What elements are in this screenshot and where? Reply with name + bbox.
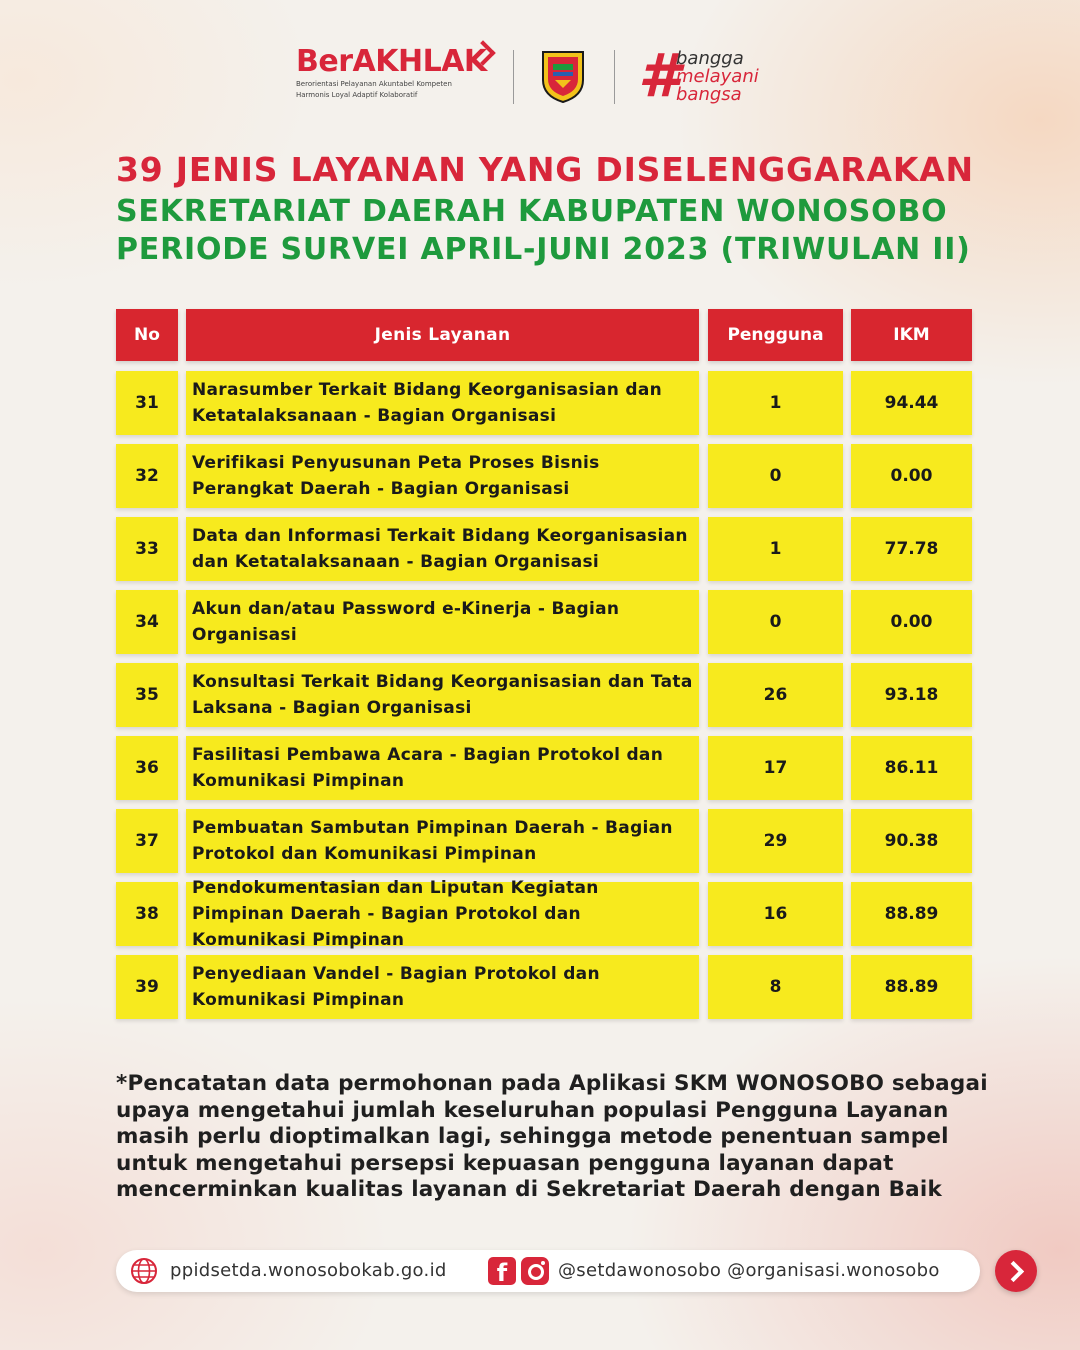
cell-ikm: 88.89 <box>851 882 972 946</box>
bangga-line-1: bangga <box>676 48 744 69</box>
cell-ikm: 86.11 <box>851 736 972 800</box>
footnote: *Pencatatan data permohonan pada Aplikasi SKM WONOSOBO sebagai upaya mengetahui jumlah keseluruhan populasi Pengguna Layanan masih perlu dioptimalkan lagi, sehingga metode penentuan sampel untuk mengetahui persepsi kepuasan pengguna layanan dapat mencerminkan kualitas layanan di Sekretariat Daerah dengan Baik <box>116 1071 988 1202</box>
globe-icon <box>130 1257 158 1285</box>
cell-ikm: 90.38 <box>851 809 972 873</box>
cell-jenis-layanan: Akun dan/atau Password e-Kinerja - Bagian Organisasi <box>186 590 699 654</box>
cell-no: 33 <box>116 517 178 581</box>
cell-no: 36 <box>116 736 178 800</box>
cell-jenis-layanan: Penyediaan Vandel - Bagian Protokol dan Komunikasi Pimpinan <box>186 955 699 1019</box>
berakhlak-subtitle-2: Harmonis Loyal Adaptif Kolaboratif <box>296 91 418 99</box>
cell-jenis-layanan: Narasumber Terkait Bidang Keorganisasian dan Ketatalaksanaan - Bagian Organisasi <box>186 371 699 435</box>
cell-ikm: 93.18 <box>851 663 972 727</box>
cell-pengguna: 26 <box>708 663 843 727</box>
footer-bar <box>116 1250 980 1292</box>
cell-jenis-layanan: Pendokumentasian dan Liputan Kegiatan Pimpinan Daerah - Bagian Protokol dan Komunikasi Pimpinan <box>186 882 699 946</box>
header-ikm: IKM <box>851 309 972 361</box>
cell-pengguna: 0 <box>708 444 843 508</box>
cell-no: 37 <box>116 809 178 873</box>
bangga-hash: # <box>638 41 680 111</box>
logo-divider <box>614 50 615 104</box>
cell-pengguna: 1 <box>708 371 843 435</box>
facebook-icon[interactable]: f <box>488 1257 516 1285</box>
header-jenis-layanan: Jenis Layanan <box>186 309 699 361</box>
header-logos <box>0 28 1080 118</box>
cell-pengguna: 29 <box>708 809 843 873</box>
title-line-3: PERIODE SURVEI APRIL-JUNI 2023 (TRIWULAN II) <box>116 232 971 267</box>
chevron-right-icon <box>1003 1261 1024 1282</box>
cell-pengguna: 16 <box>708 882 843 946</box>
regency-crest-icon <box>541 50 585 104</box>
cell-ikm: 0.00 <box>851 444 972 508</box>
cell-no: 31 <box>116 371 178 435</box>
instagram-icon[interactable] <box>521 1257 549 1285</box>
cell-no: 34 <box>116 590 178 654</box>
cell-ikm: 88.89 <box>851 955 972 1019</box>
cell-ikm: 0.00 <box>851 590 972 654</box>
cell-no: 38 <box>116 882 178 946</box>
website-link[interactable]: ppidsetda.wonosobokab.go.id <box>170 1260 447 1281</box>
cell-pengguna: 1 <box>708 517 843 581</box>
cell-no: 32 <box>116 444 178 508</box>
cell-no: 35 <box>116 663 178 727</box>
berakhlak-logo <box>296 46 496 100</box>
cell-pengguna: 0 <box>708 590 843 654</box>
header-pengguna: Pengguna <box>708 309 843 361</box>
bangga-line-3: bangsa <box>676 84 742 105</box>
cell-ikm: 77.78 <box>851 517 972 581</box>
cell-jenis-layanan: Konsultasi Terkait Bidang Keorganisasian dan Tata Laksana - Bagian Organisasi <box>186 663 699 727</box>
cell-pengguna: 17 <box>708 736 843 800</box>
cell-pengguna: 8 <box>708 955 843 1019</box>
bangga-line-2: melayani <box>676 66 759 87</box>
berakhlak-word: BerAKHLAK <box>296 44 487 79</box>
logo-divider <box>513 50 514 104</box>
cell-jenis-layanan: Verifikasi Penyusunan Peta Proses Bisnis Perangkat Daerah - Bagian Organisasi <box>186 444 699 508</box>
cell-ikm: 94.44 <box>851 371 972 435</box>
berakhlak-subtitle-1: Berorientasi Pelayanan Akuntabel Kompeten <box>296 80 452 88</box>
social-handles[interactable]: @setdawonosobo @organisasi.wonosobo <box>558 1260 940 1281</box>
next-button[interactable] <box>995 1250 1037 1292</box>
title-line-2: SEKRETARIAT DAERAH KABUPATEN WONOSOBO <box>116 194 948 229</box>
cell-jenis-layanan: Fasilitasi Pembawa Acara - Bagian Protokol dan Komunikasi Pimpinan <box>186 736 699 800</box>
cell-jenis-layanan: Pembuatan Sambutan Pimpinan Daerah - Bagian Protokol dan Komunikasi Pimpinan <box>186 809 699 873</box>
title-line-1: 39 JENIS LAYANAN YANG DISELENGGARAKAN <box>116 150 974 189</box>
bangga-melayani-bangsa-logo <box>638 41 778 112</box>
header-no: No <box>116 309 178 361</box>
cell-no: 39 <box>116 955 178 1019</box>
cell-jenis-layanan: Data dan Informasi Terkait Bidang Keorganisasian dan Ketatalaksanaan - Bagian Organisasi <box>186 517 699 581</box>
